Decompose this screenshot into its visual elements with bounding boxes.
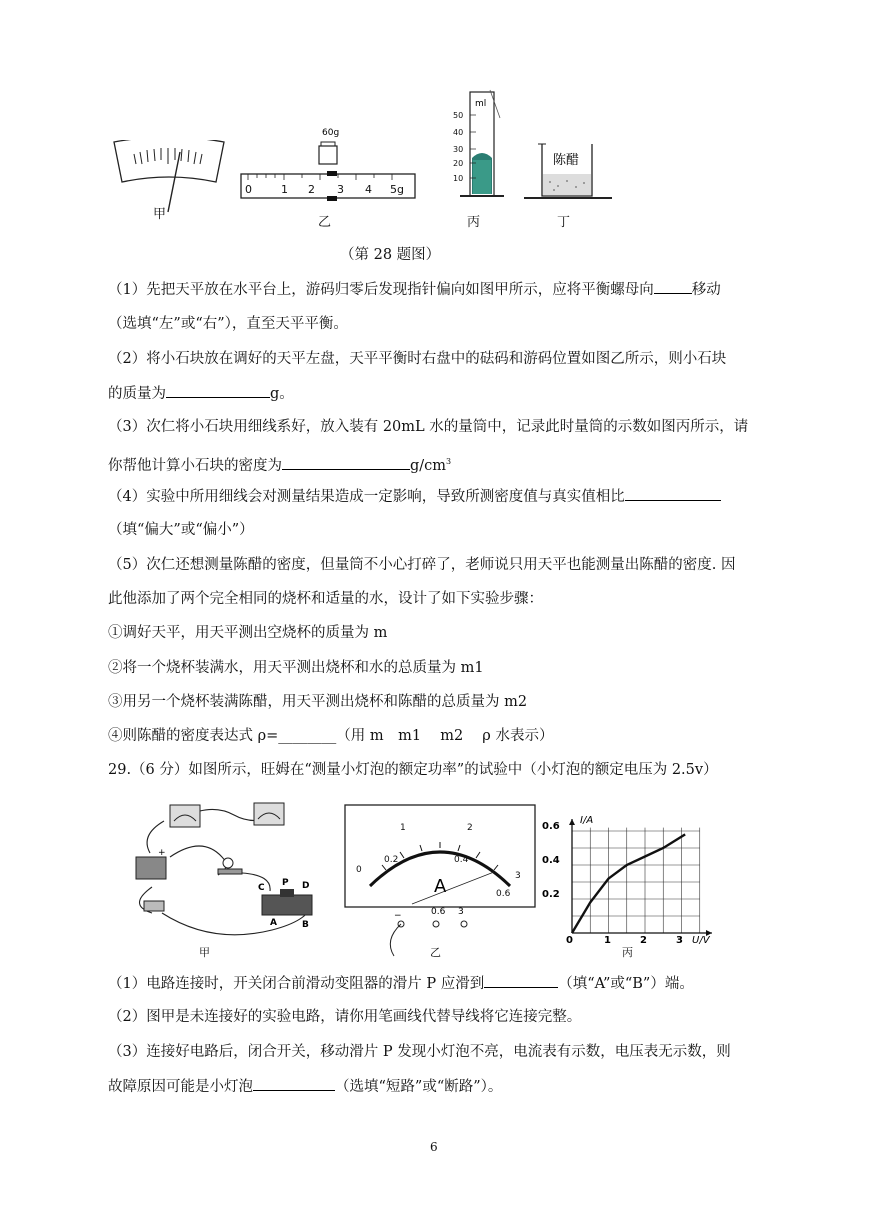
circuit-label-a: A bbox=[270, 918, 277, 928]
balance-pointer-dial bbox=[112, 140, 227, 215]
cylinder-tick-40: 40 bbox=[453, 128, 464, 137]
fig28-label-ding: 丁 bbox=[557, 215, 571, 230]
q28-step-4: ④则陈醋的密度表达式 ρ=________（用 m m1 m2 ρ 水表示） bbox=[108, 728, 554, 744]
ammeter-lower-04: 0.4 bbox=[454, 855, 469, 865]
graph-xtick-3: 3 bbox=[676, 935, 683, 945]
circuit-label-b: B bbox=[302, 920, 309, 930]
ruler-tick-0: 0 bbox=[245, 183, 252, 196]
circuit-label-p: P bbox=[282, 878, 289, 888]
q29-part3-line2: 故障原因可能是小灯泡 （选填“短路”或“断路”）。 bbox=[108, 1076, 502, 1097]
ammeter-lower-06: 0.6 bbox=[496, 889, 511, 899]
ammeter-upper-3: 3 bbox=[515, 871, 521, 881]
q29-intro: 29.（6 分）如图所示，旺姆在“测量小灯泡的额定功率”的试验中（小灯泡的额定电压为 2.5v） bbox=[108, 762, 718, 778]
q28-step-1: ①调好天平，用天平测出空烧杯的质量为 m bbox=[108, 625, 388, 641]
q28-part1-line2: （选填“左”或“右”），直至天平平衡。 bbox=[108, 316, 348, 332]
ruler-tick-2: 2 bbox=[308, 183, 315, 196]
fig29-label-yi: 乙 bbox=[430, 946, 441, 959]
fig28-caption: （第 28 题图） bbox=[340, 247, 441, 263]
ammeter-upper-1: 1 bbox=[400, 823, 406, 833]
balance-beam-ruler bbox=[238, 125, 418, 205]
ammeter-upper-0: 0 bbox=[356, 865, 362, 875]
graph-ylabel: I/A bbox=[580, 815, 594, 826]
circuit-diagram bbox=[122, 795, 332, 945]
fig29-label-jia: 甲 bbox=[199, 946, 210, 959]
iu-curve bbox=[572, 834, 685, 933]
q28-step-3: ③用另一个烧杯装满陈醋，用天平测出烧杯和陈醋的总质量为 m2 bbox=[108, 694, 528, 710]
q28-part3-line2: 你帮他计算小石块的密度为 $g/cm^3$ bbox=[108, 452, 451, 476]
ruler-tick-1: 1 bbox=[281, 183, 288, 196]
answer-blank-density[interactable] bbox=[282, 455, 410, 470]
svg-text:+: + bbox=[158, 848, 166, 858]
answer-blank-fault[interactable] bbox=[253, 1076, 335, 1091]
ruler-tick-3: 3 bbox=[337, 183, 344, 196]
cylinder-tick-50: 50 bbox=[453, 111, 464, 120]
q28-part3-line1: （3）次仁将小石块用细线系好，放入装有 20mL 水的量筒中，记录此时量筒的示数如图丙所示，请 bbox=[108, 419, 749, 435]
q28-part1-line1: （1）先把天平放在水平台上，游码归零后发现指针偏向如图甲所示，应将平衡螺母向 移动 bbox=[108, 279, 721, 300]
fig28-label-yi: 乙 bbox=[318, 215, 332, 230]
q28-part4-line1: （4）实验中所用细线会对测量结果造成一定影响，导致所测密度值与真实值相比 bbox=[108, 486, 721, 507]
graph-ytick-02: 0.2 bbox=[542, 889, 560, 900]
answer-blank-mass[interactable] bbox=[166, 383, 270, 398]
iu-graph bbox=[540, 815, 720, 945]
q28-part2-line1: （2）将小石块放在调好的天平左盘，天平平衡时右盘中的砝码和游码位置如图乙所示，则小石块 bbox=[108, 351, 727, 367]
answer-blank-direction[interactable] bbox=[654, 279, 692, 294]
answer-blank-slider-end[interactable] bbox=[484, 973, 558, 988]
q28-part5-line2: 此他添加了两个完全相同的烧杯和适量的水，设计了如下实验步骤： bbox=[108, 591, 543, 607]
cylinder-unit: ml bbox=[475, 99, 487, 109]
cylinder-tick-20: 20 bbox=[453, 159, 464, 168]
fig29-label-bing: 丙 bbox=[622, 946, 633, 959]
ammeter-upper-2: 2 bbox=[467, 823, 473, 833]
graph-xtick-1: 1 bbox=[604, 935, 611, 945]
graph-xlabel: U/V bbox=[692, 935, 710, 945]
graph-xtick-0: 0 bbox=[566, 935, 573, 945]
q29-part1: （1）电路连接时，开关闭合前滑动变阻器的滑片 P 应滑到 （填“A”或“B”）端。 bbox=[108, 973, 694, 994]
q28-part4-line2: （填“偏大”或“偏小”） bbox=[108, 522, 254, 538]
q28-part5-line1: （5）次仁还想测量陈醋的密度，但量筒不小心打碎了，老师说只用天平也能测量出陈醋的密度. 因 bbox=[108, 557, 736, 573]
circuit-label-c: C bbox=[258, 883, 265, 893]
graph-ytick-06: 0.6 bbox=[542, 821, 560, 832]
page-number: 6 bbox=[430, 1140, 438, 1154]
vinegar-beaker bbox=[522, 140, 614, 202]
ammeter-symbol: A bbox=[434, 876, 447, 897]
circuit-label-d: D bbox=[302, 881, 310, 891]
ammeter-terminal-3: 3 bbox=[458, 907, 464, 917]
ammeter-terminal-neg: − bbox=[394, 911, 402, 921]
ammeter-lower-02: 0.2 bbox=[384, 855, 399, 865]
ammeter-face bbox=[344, 800, 538, 970]
cylinder-tick-10: 10 bbox=[453, 174, 464, 183]
q29-part2: （2）图甲是未连接好的实验电路，请你用笔画线代替导线将它连接完整。 bbox=[108, 1009, 582, 1025]
fig28-label-bing: 丙 bbox=[467, 215, 481, 230]
graduated-cylinder bbox=[450, 88, 512, 206]
graph-xtick-2: 2 bbox=[640, 935, 647, 945]
beaker-label: 陈醋 bbox=[553, 153, 580, 168]
ruler-tick-5: 5g bbox=[390, 183, 404, 196]
answer-blank-bias[interactable] bbox=[625, 486, 721, 501]
cylinder-tick-30: 30 bbox=[453, 145, 464, 154]
weight-label: 60g bbox=[322, 128, 340, 138]
q28-step-2: ②将一个烧杯装满水，用天平测出烧杯和水的总质量为 m1 bbox=[108, 660, 484, 676]
graph-ytick-04: 0.4 bbox=[542, 855, 560, 866]
q29-part3-line1: （3）连接好电路后，闭合开关，移动滑片 P 发现小灯泡不亮，电流表有示数，电压表无示数，则 bbox=[108, 1044, 731, 1060]
fig28-label-jia: 甲 bbox=[153, 207, 167, 222]
q28-part2-line2: 的质量为 g。 bbox=[108, 383, 294, 404]
ruler-tick-4: 4 bbox=[365, 183, 372, 196]
ammeter-terminal-06: 0.6 bbox=[431, 907, 446, 917]
